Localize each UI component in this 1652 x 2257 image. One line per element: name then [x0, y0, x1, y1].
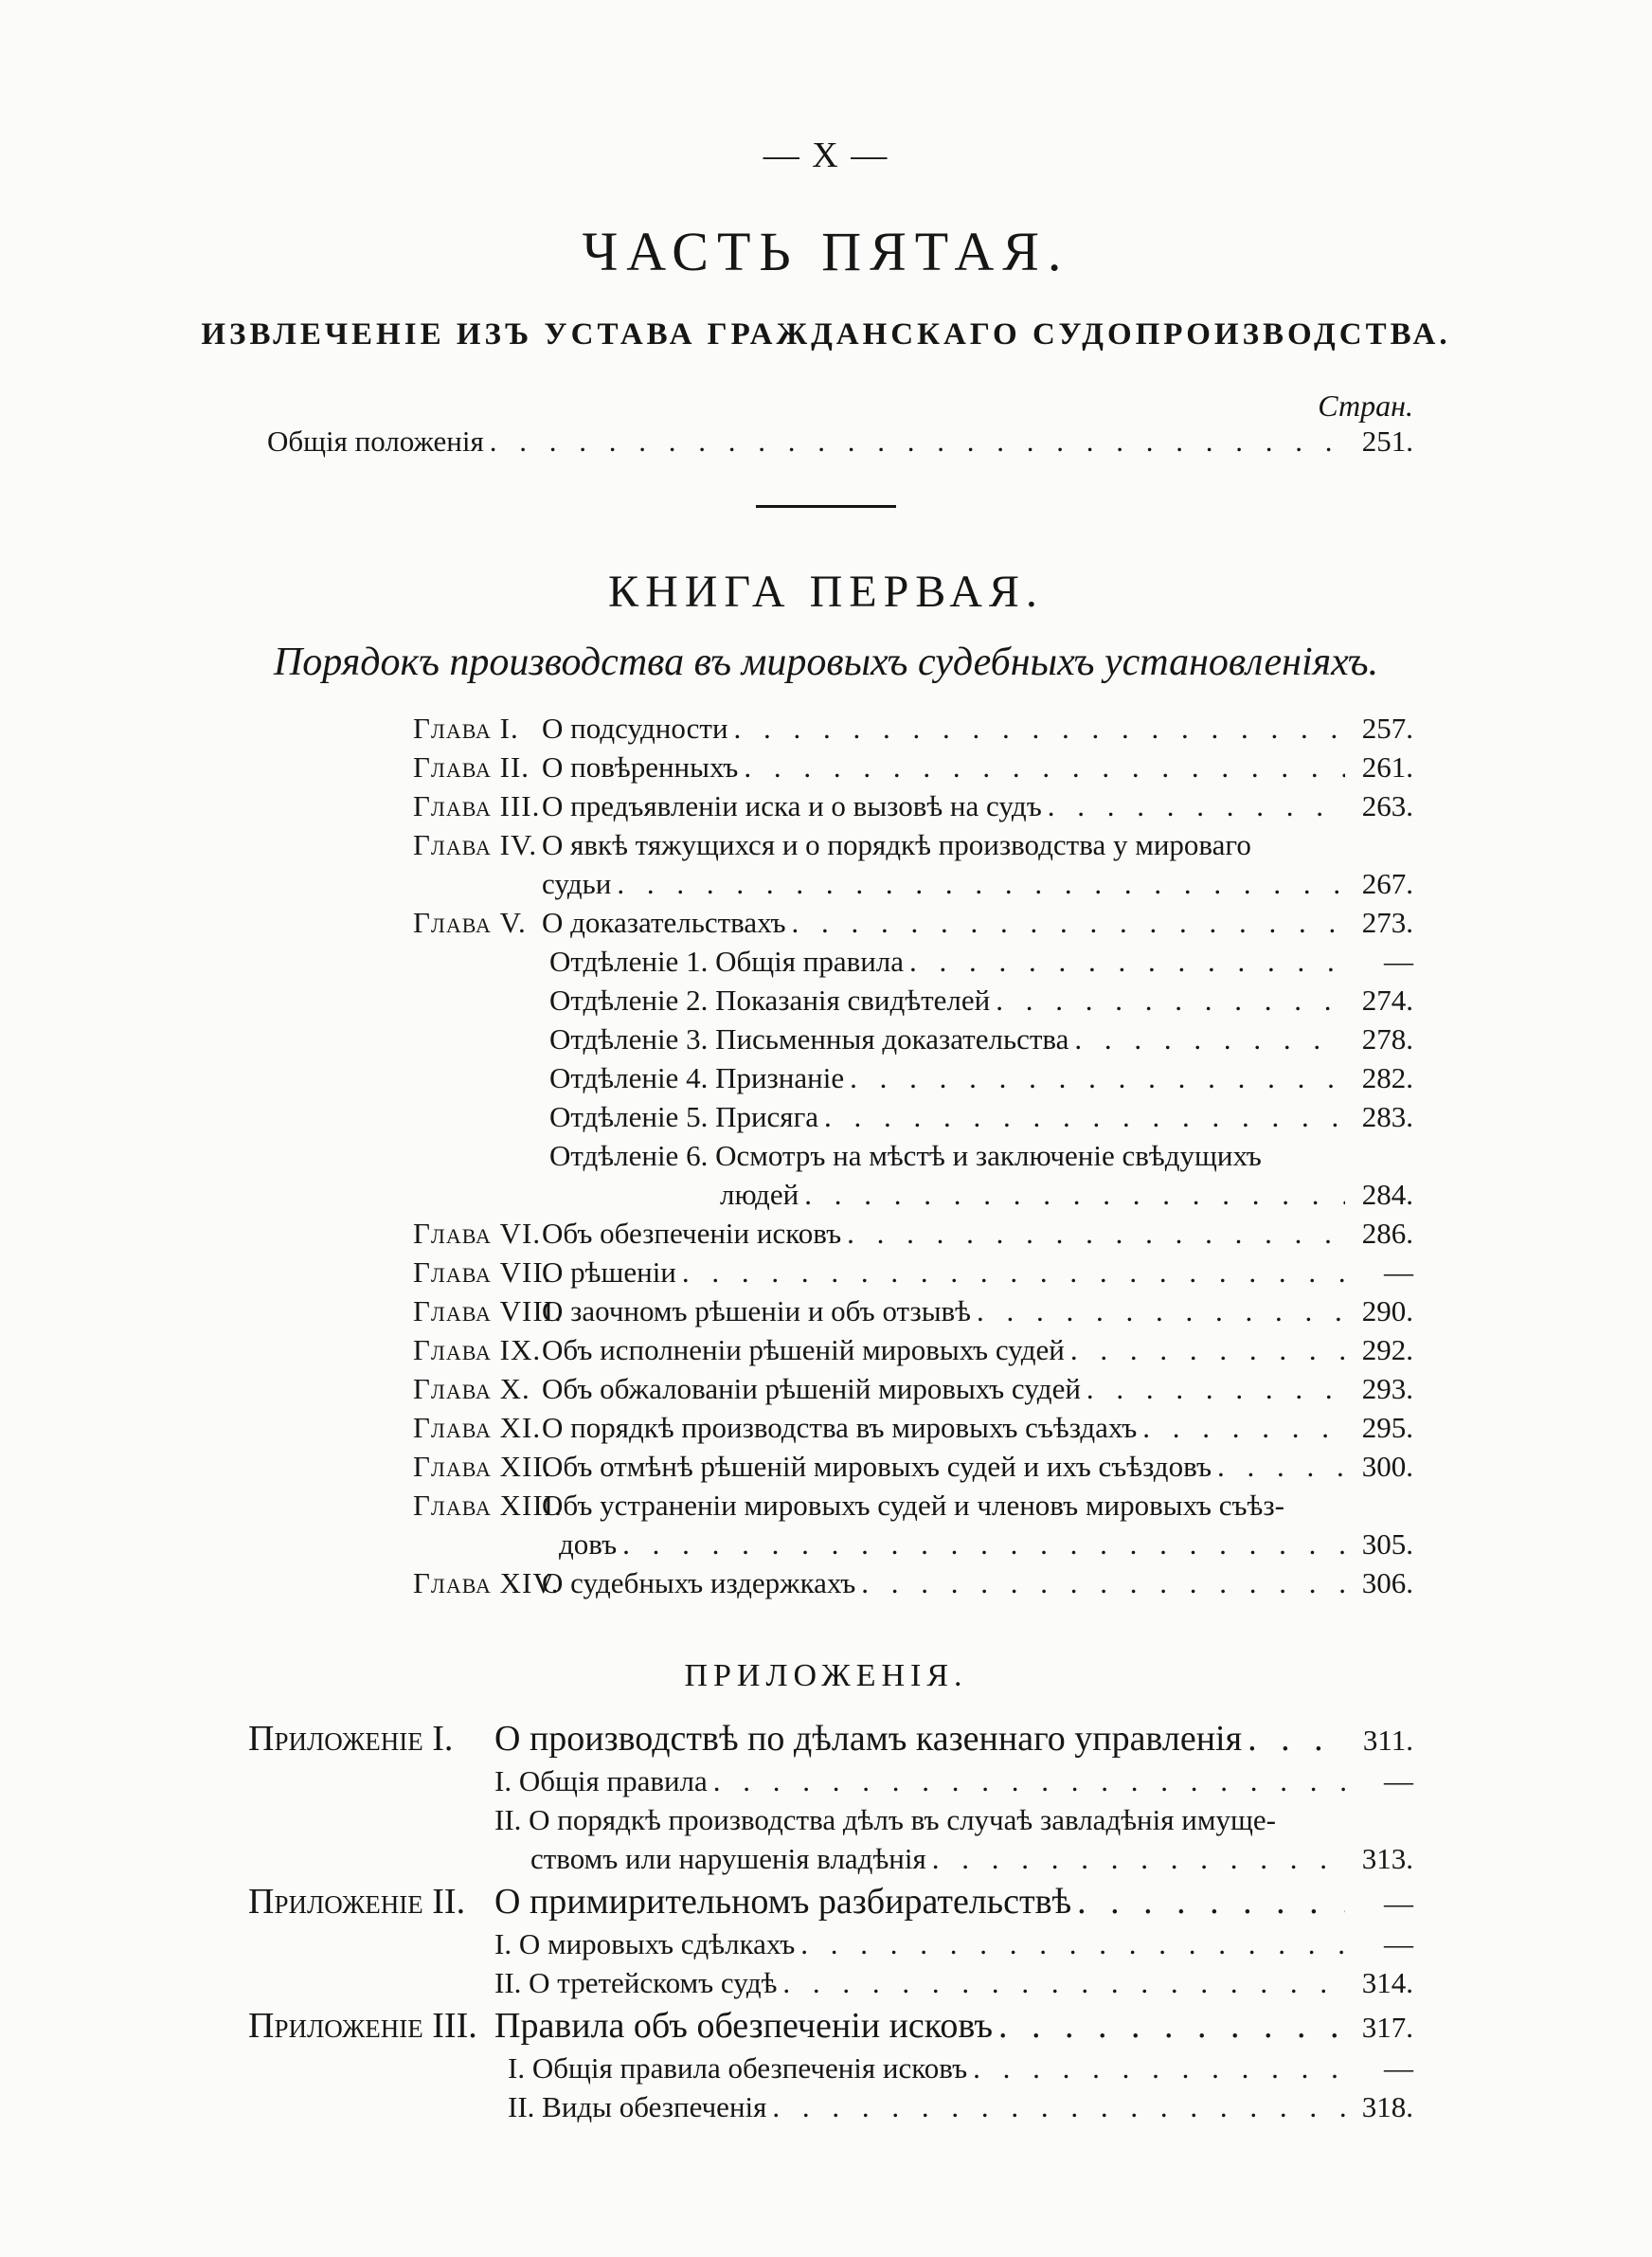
- chapter-page: 305.: [1361, 1527, 1413, 1561]
- appendix-item-title: II. Виды обезпеченія: [508, 2090, 767, 2123]
- appendix-item-title: II. О третейскомъ судѣ: [494, 1966, 778, 1999]
- appendix-item-title: I. Общія правила: [494, 1764, 708, 1797]
- appendix-item-page: —: [1384, 2051, 1413, 2085]
- section-page: 282.: [1361, 1061, 1413, 1094]
- appendix-title: Правила объ обезпеченіи исковъ: [494, 2006, 993, 2046]
- chapter-label: Глава XI.: [413, 1411, 542, 1444]
- chapter-label: Глава XIV.: [413, 1566, 560, 1599]
- appendix-item-title-continued: ствомъ или нарушенія владѣнія: [530, 1842, 926, 1875]
- dot-leader: [782, 1966, 1345, 2000]
- dot-leader: [1142, 1411, 1345, 1445]
- chapter-page: —: [1384, 1255, 1413, 1289]
- chapter-page: 286.: [1361, 1217, 1413, 1250]
- toc-section: [549, 945, 1413, 979]
- appendix-label: Приложеніе I.: [248, 1719, 454, 1759]
- toc-appendix-item: [494, 1764, 1413, 1798]
- toc-appendix-item: [508, 2090, 1413, 2124]
- toc-chapter-continuation: [542, 867, 1413, 901]
- page-number: — X —: [763, 135, 889, 175]
- dot-leader: [973, 2051, 1345, 2085]
- toc-section: [549, 984, 1413, 1018]
- dot-leader: [996, 984, 1345, 1018]
- appendices-title: ПРИЛОЖЕНІЯ.: [684, 1658, 968, 1693]
- section-divider: [756, 505, 896, 508]
- chapter-label: Глава III.: [413, 789, 541, 822]
- dot-leader: [1048, 789, 1345, 823]
- chapter-title: Объ устраненіи мировыхъ судей и членовъ мировыхъ съѣз-: [542, 1489, 1284, 1522]
- section-page: 278.: [1361, 1022, 1413, 1056]
- toc-appendix: [248, 1881, 1413, 1923]
- toc-entry-text: Общія положенія: [267, 424, 484, 458]
- section-title: Отдѣленіе 2. Показанія свидѣтелей: [549, 984, 991, 1017]
- toc-chapter: [413, 1450, 1413, 1484]
- chapter-title: О рѣшеніи: [542, 1255, 676, 1289]
- section-title-continued: людей: [720, 1178, 799, 1211]
- dot-leader: [932, 1842, 1345, 1876]
- chapter-page: 257.: [1361, 712, 1413, 745]
- page-column-header: Стран.: [1318, 388, 1413, 423]
- dot-leader: [1074, 1022, 1345, 1056]
- dot-leader: [824, 1100, 1345, 1134]
- chapter-label: Глава IV.: [413, 828, 538, 861]
- appendix-title: О примирительномъ разбирательствѣ: [494, 1882, 1072, 1922]
- section-title: Отдѣленіе 3. Письменныя доказательства: [549, 1022, 1069, 1056]
- toc-appendix: [248, 2005, 1413, 2047]
- toc-chapter: [413, 1294, 1413, 1328]
- part-subtitle: ИЗВЛЕЧЕНІЕ ИЗЪ УСТАВА ГРАЖДАНСКАГО СУДОПРОИЗВОДСТВА.: [201, 317, 1451, 352]
- toc-section: [549, 1139, 1413, 1173]
- toc-chapter: [413, 1411, 1413, 1445]
- chapter-title: О доказательствахъ: [542, 906, 786, 939]
- toc-section-continuation: [720, 1178, 1413, 1212]
- book-subtitle: Порядокъ производства въ мировыхъ судебныхъ установленіяхъ.: [273, 641, 1379, 684]
- dot-leader: [1248, 1718, 1345, 1760]
- appendix-page: 317.: [1361, 2011, 1413, 2044]
- appendix-item-page: 313.: [1361, 1842, 1413, 1875]
- dot-leader: [977, 1294, 1345, 1328]
- appendix-item-page: —: [1384, 1764, 1413, 1797]
- chapter-page: 273.: [1361, 906, 1413, 939]
- chapter-label: Глава V.: [413, 906, 527, 939]
- dot-leader: [804, 1178, 1345, 1212]
- dot-leader: [682, 1255, 1345, 1290]
- chapter-page: 300.: [1361, 1450, 1413, 1483]
- chapter-title: О повѣренныхъ: [542, 750, 739, 784]
- toc-chapter: [413, 1372, 1413, 1406]
- chapter-label: Глава XII.: [413, 1450, 552, 1483]
- chapter-page: 267.: [1361, 867, 1413, 900]
- chapter-title: Объ исполненіи рѣшеній мировыхъ судей: [542, 1333, 1065, 1366]
- dot-leader: [998, 2005, 1345, 2047]
- toc-chapter: [413, 1333, 1413, 1367]
- appendix-item-page: —: [1384, 1927, 1413, 1960]
- chapter-page: 290.: [1361, 1294, 1413, 1327]
- section-page: 284.: [1361, 1178, 1413, 1211]
- toc-chapter: [413, 1255, 1413, 1290]
- appendix-label: Приложеніе III.: [248, 2006, 477, 2046]
- toc-chapter: [413, 750, 1413, 785]
- chapter-label: Глава XIII.: [413, 1489, 563, 1522]
- toc-entry-page: 251.: [1361, 424, 1413, 458]
- toc-appendix: [248, 1718, 1413, 1760]
- section-title: Отдѣленіе 5. Присяга: [549, 1100, 819, 1133]
- dot-leader: [713, 1764, 1345, 1798]
- dot-leader: [909, 945, 1345, 979]
- toc-chapter: [413, 789, 1413, 823]
- appendix-item-title: I. Общія правила обезпеченія исковъ: [508, 2051, 968, 2085]
- dot-leader: [744, 750, 1345, 785]
- chapter-title: О подсудности: [542, 712, 728, 745]
- chapter-title: Объ обезпеченіи исковъ: [542, 1217, 842, 1250]
- appendix-item-page: 314.: [1361, 1966, 1413, 1999]
- toc-section: [549, 1022, 1413, 1056]
- chapter-title-continued: довъ: [559, 1527, 618, 1561]
- toc-chapter: [413, 828, 1413, 862]
- chapter-title: О порядкѣ производства въ мировыхъ съѣздахъ: [542, 1411, 1138, 1444]
- chapter-label: Глава IX.: [413, 1333, 542, 1366]
- appendix-page: 311.: [1362, 1724, 1413, 1757]
- dot-leader: [861, 1566, 1345, 1600]
- toc-chapter: [413, 1217, 1413, 1251]
- dot-leader: [800, 1927, 1345, 1961]
- toc-section: [549, 1061, 1413, 1095]
- section-page: —: [1384, 945, 1413, 978]
- toc-appendix-item-continuation: [530, 1842, 1413, 1876]
- chapter-label: Глава VI.: [413, 1217, 542, 1250]
- toc-chapter: [413, 906, 1413, 940]
- section-title: Отдѣленіе 6. Осмотръ на мѣстѣ и заключеніе свѣдущихъ: [549, 1139, 1262, 1172]
- chapter-title: Объ отмѣнѣ рѣшеній мировыхъ судей и ихъ съѣздовъ: [542, 1450, 1212, 1483]
- part-title: ЧАСТЬ ПЯТАЯ.: [582, 221, 1070, 282]
- chapter-page: 293.: [1361, 1372, 1413, 1405]
- section-page: 274.: [1361, 984, 1413, 1017]
- appendix-label: Приложеніе II.: [248, 1882, 466, 1922]
- toc-appendix-item: [494, 1966, 1413, 2000]
- chapter-label: Глава VIII.: [413, 1294, 563, 1327]
- toc-appendix-item: [494, 1927, 1413, 1961]
- chapter-title: О заочномъ рѣшеніи и объ отзывѣ: [542, 1294, 972, 1327]
- chapter-page: 295.: [1361, 1411, 1413, 1444]
- dot-leader: [1086, 1372, 1345, 1406]
- dot-leader: [734, 712, 1345, 746]
- chapter-label: Глава II.: [413, 750, 530, 784]
- appendix-item-title: II. О порядкѣ производства дѣлъ въ случаѣ завладѣнія имуще-: [494, 1803, 1276, 1836]
- dot-leader: [850, 1061, 1345, 1095]
- chapter-page: 263.: [1361, 789, 1413, 822]
- toc-entry-general: [267, 424, 1413, 459]
- dot-leader: [490, 424, 1345, 459]
- toc-chapter: [413, 1489, 1413, 1523]
- dot-leader: [847, 1217, 1345, 1251]
- chapter-label: Глава VII.: [413, 1255, 552, 1289]
- section-title: Отдѣленіе 4. Признаніе: [549, 1061, 845, 1094]
- dot-leader: [1217, 1450, 1345, 1484]
- chapter-page: 261.: [1361, 750, 1413, 784]
- chapter-label: Глава X.: [413, 1372, 530, 1405]
- dot-leader: [1077, 1881, 1345, 1923]
- section-title: Отдѣленіе 1. Общія правила: [549, 945, 905, 978]
- book-title: КНИГА ПЕРВАЯ.: [608, 567, 1044, 617]
- toc-section: [549, 1100, 1413, 1134]
- toc-chapter: [413, 1566, 1413, 1600]
- dot-leader: [622, 1527, 1345, 1562]
- chapter-title: О судебныхъ издержкахъ: [542, 1566, 856, 1599]
- toc-appendix-item: [494, 1803, 1413, 1837]
- chapter-title: Объ обжалованіи рѣшеній мировыхъ судей: [542, 1372, 1081, 1405]
- section-page: 283.: [1361, 1100, 1413, 1133]
- chapter-title-continued: судьи: [542, 867, 612, 900]
- chapter-label: Глава I.: [413, 712, 519, 745]
- appendix-item-title: I. О мировыхъ сдѣлкахъ: [494, 1927, 796, 1960]
- dot-leader: [617, 867, 1345, 901]
- toc-chapter-continuation: [559, 1527, 1413, 1562]
- appendix-item-page: 318.: [1361, 2090, 1413, 2123]
- dot-leader: [1070, 1333, 1345, 1367]
- chapter-page: 306.: [1361, 1566, 1413, 1599]
- chapter-page: 292.: [1361, 1333, 1413, 1366]
- appendix-title: О производствѣ по дѣламъ казеннаго управленія: [494, 1719, 1243, 1759]
- chapter-title: О предъявленіи иска и о вызовѣ на судъ: [542, 789, 1042, 822]
- dot-leader: [772, 2090, 1345, 2124]
- dot-leader: [792, 906, 1345, 940]
- toc-appendix-item: [508, 2051, 1413, 2085]
- toc-chapter: [413, 712, 1413, 746]
- chapter-title: О явкѣ тяжущихся и о порядкѣ производства у мироваго: [542, 828, 1251, 861]
- appendix-page: —: [1384, 1887, 1413, 1920]
